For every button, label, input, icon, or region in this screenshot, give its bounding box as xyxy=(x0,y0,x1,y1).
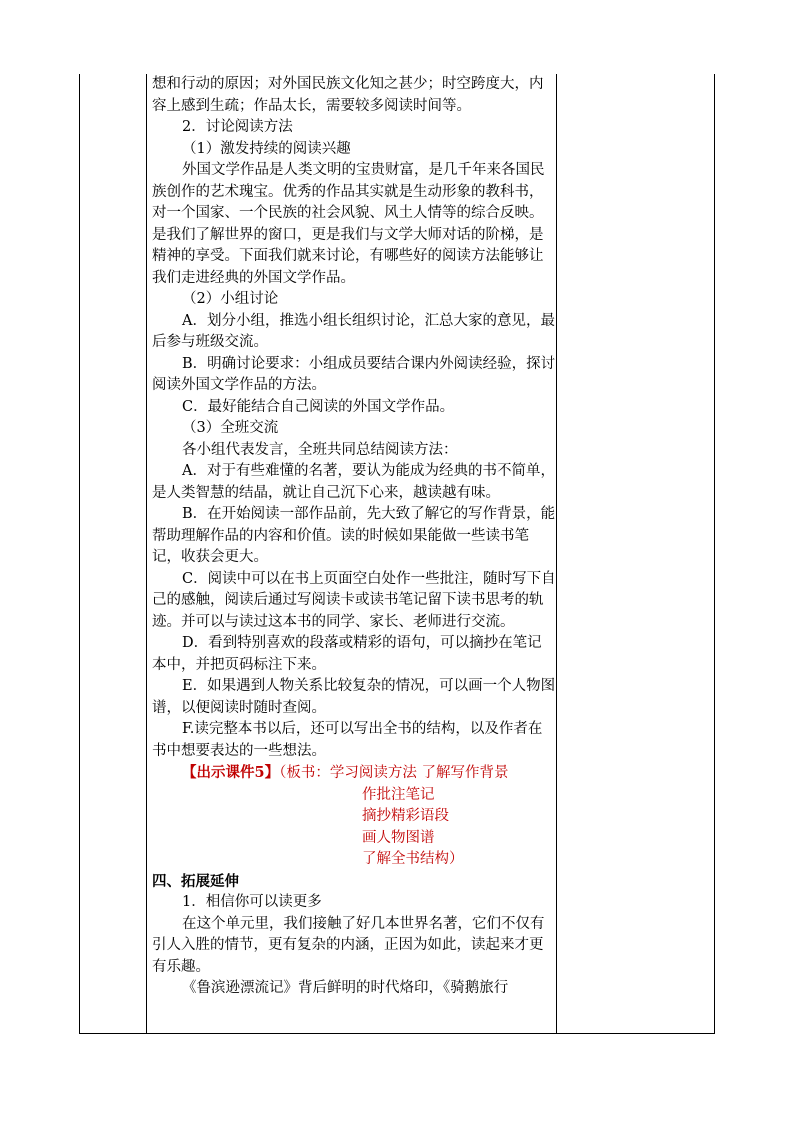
paragraph: A．对于有些难懂的名著，要认为能成为经典的书不简单，是人类智慧的结晶，就让自己沉下心来，越读越有味。 xyxy=(152,463,555,501)
board-item: 了解全书结构） xyxy=(362,851,464,867)
paragraph: 在这个单元里，我们接触了好几本世界名著，它们不仅有引人入胜的情节，更有复杂的内涵，正因为如此，读起来才更有乐趣。 xyxy=(152,915,545,975)
board-item: 画人物图谱 xyxy=(362,829,435,846)
table-border-right xyxy=(714,74,715,1033)
paragraph: B．在开始阅读一部作品前，先大致了解它的写作背景，能帮助理解作品的内容和价值。读的时候如果能做一些读书笔记，收获会更大。 xyxy=(152,506,556,565)
paragraph: C．最好能结合自己阅读的外国文学作品。 xyxy=(182,398,455,415)
board-text: （板书：学习阅读方法 了解写作背景 xyxy=(279,765,509,781)
paragraph: A．划分小组，推选小组长组织讨论，汇总大家的意见，最后参与班级交流。 xyxy=(152,312,555,350)
paragraph: F.读完整本书以后，还可以写出全书的结构，以及作者在书中想要表达的一些想法。 xyxy=(152,721,543,759)
board-item: 作批注笔记 xyxy=(362,786,435,803)
section-title: 四、拓展延伸 xyxy=(152,872,239,890)
section-heading: 2．讨论阅读方法 xyxy=(182,119,293,135)
paragraph: 《鲁滨逊漂流记》背后鲜明的时代烙印，《骑鹅旅行 xyxy=(182,980,509,996)
paragraph: C．阅读中可以在书上页面空白处作一些批注，随时写下自己的感触，阅读后通过写阅读卡或读书笔记留下读书思考的轨迹。并可以与读过这本书的同学、家长、老师进行交流。 xyxy=(152,570,556,630)
board-note xyxy=(152,762,556,785)
table-border-bottom xyxy=(79,1033,715,1034)
paragraph: E．如果遇到人物关系比较复杂的情况，可以画一个人物图谱，以便阅读时随时查阅。 xyxy=(152,678,556,716)
board-item: 摘抄精彩语段 xyxy=(362,808,449,824)
paragraph: 各小组代表发言，全班共同总结阅读方法： xyxy=(182,441,458,458)
table-border-mid2 xyxy=(556,74,557,1033)
sub-heading: 1．相信你可以读更多 xyxy=(182,894,322,910)
courseware-tag: 【出示课件5】 xyxy=(182,764,280,781)
sub-heading: （3）全班交流 xyxy=(182,420,279,436)
table-border-mid1 xyxy=(146,74,147,1033)
text-line: 想和行动的原因；对外国民族文化知之甚少；时空跨度大，内容上感到生疏；作品太长，需要较多阅读时间等。 xyxy=(152,76,544,114)
paragraph: D．看到特别喜欢的段落或精彩的语句，可以摘抄在笔记本中，并把页码标注下来。 xyxy=(152,635,542,673)
table-border-left xyxy=(79,74,80,1033)
paragraph: 外国文学作品是人类文明的宝贵财富，是几千年来各国民族创作的艺术瑰宝。优秀的作品其实就是生动形象的教科书，对一个国家、一个民族的社会风貌、风土人情等的综合反映。是我们了解世界的窗口，更是我们与文学大师对话的阶梯，是精神的享受。下面我们就来讨论，有哪些好的阅读方法能够让我们走进经典的外国文学作品。 xyxy=(152,162,545,286)
lesson-content xyxy=(152,74,556,1000)
sub-heading: （1）激发持续的阅读兴趣 xyxy=(182,140,351,157)
sub-heading: （2）小组讨论 xyxy=(182,291,279,307)
paragraph: B．明确讨论要求：小组成员要结合课内外阅读经验，探讨阅读外国文学作品的方法。 xyxy=(152,355,556,393)
